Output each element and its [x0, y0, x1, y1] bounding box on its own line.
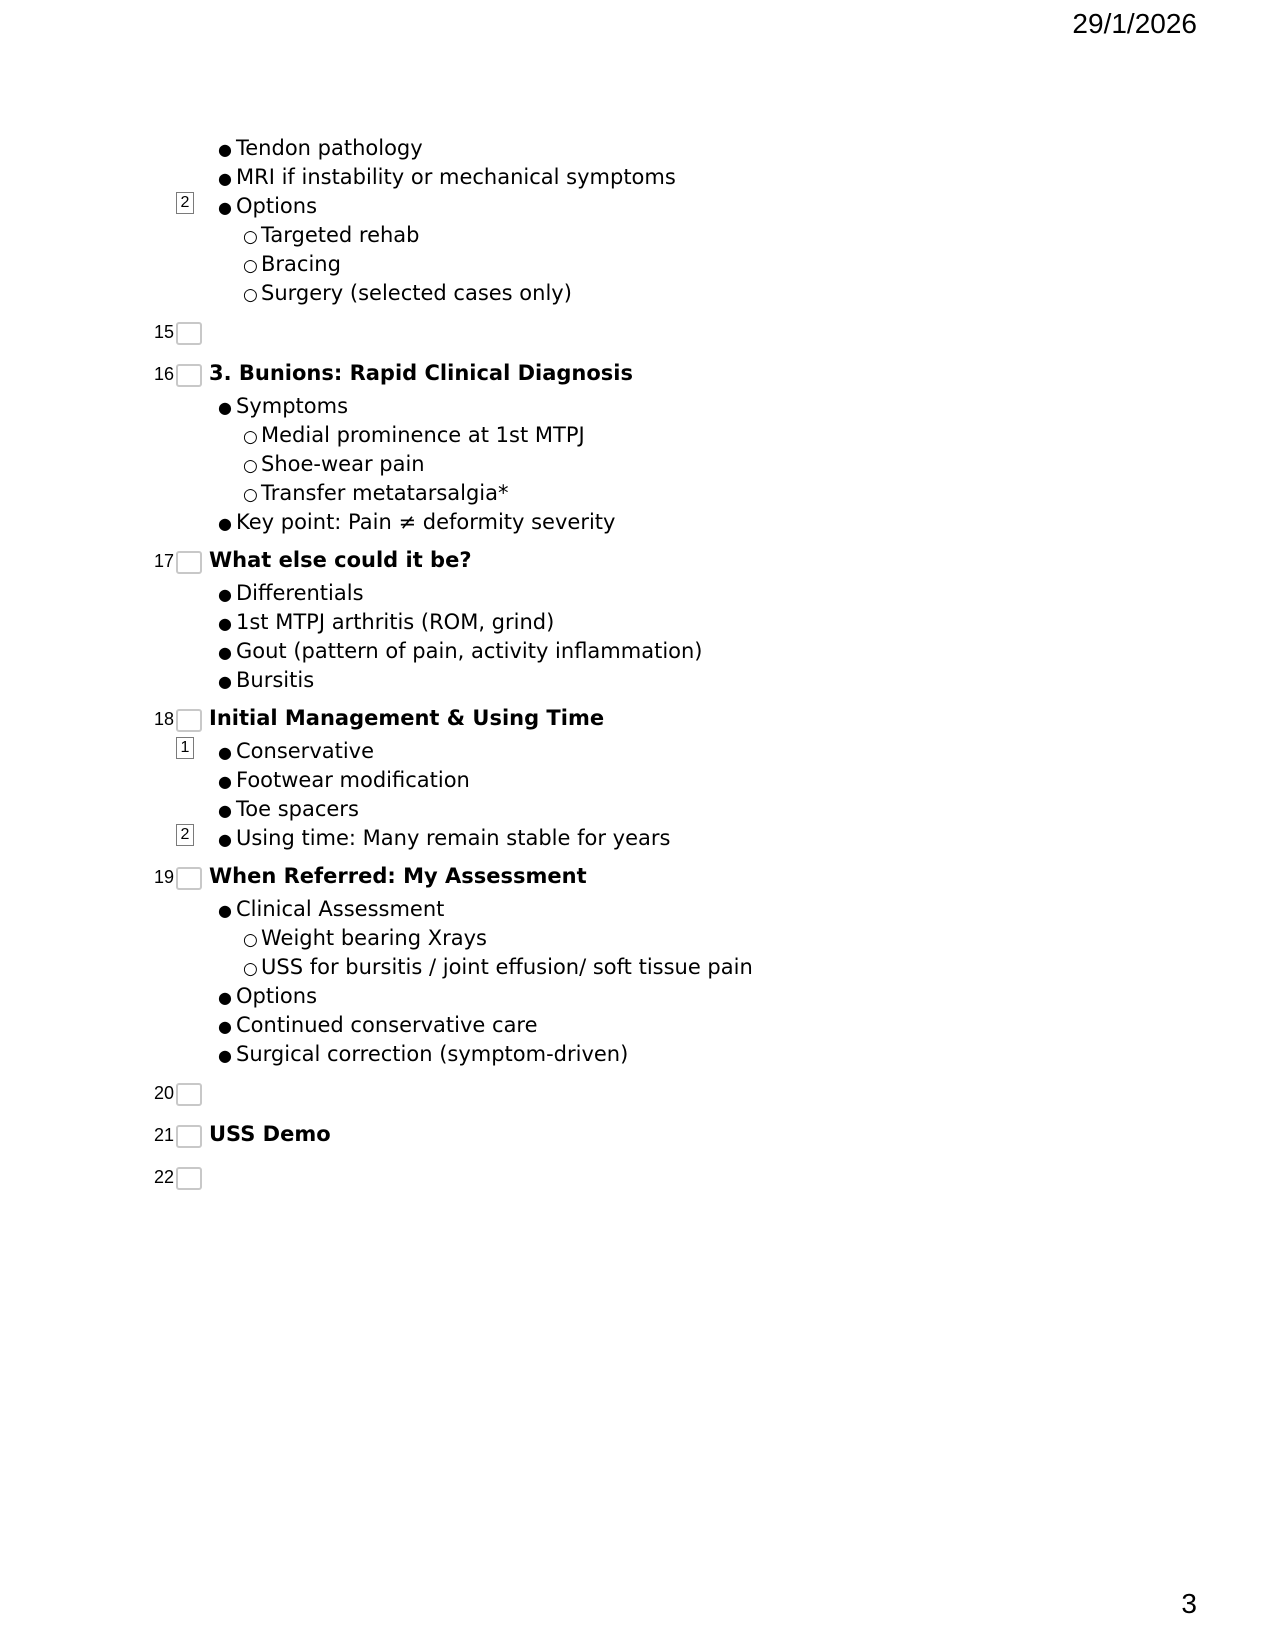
animation-order-badge: 2 [176, 824, 194, 846]
list-item: ● Clinical Assessment [218, 897, 445, 921]
list-item: ● Conservative [218, 739, 375, 763]
slide-number: 15 [153, 322, 174, 342]
list-item: ● Key point: Pain ≠ deformity severity [218, 510, 616, 534]
slide-thumbnail[interactable] [176, 1167, 202, 1190]
slide-thumbnail[interactable] [176, 322, 202, 345]
slide-title: What else could it be? [209, 548, 472, 572]
slide-number: 18 [153, 709, 174, 729]
sub-list-item: ○ Transfer metatarsalgia* [243, 481, 509, 505]
slide-number: 22 [153, 1167, 174, 1187]
slide-title: 3. Bunions: Rapid Clinical Diagnosis [209, 361, 633, 385]
slide-title: When Referred: My Assessment [209, 864, 587, 888]
sub-list-item: ○ Bracing [243, 252, 341, 276]
list-item: ● Surgical correction (symptom-driven) [218, 1042, 629, 1066]
list-item: ● Gout (pattern of pain, activity inflammation) [218, 639, 703, 663]
slide-number: 21 [153, 1125, 174, 1145]
sub-list-item: ○ Surgery (selected cases only) [243, 281, 572, 305]
print-date: 29/1/2026 [1072, 8, 1197, 39]
list-item: ● Toe spacers [218, 797, 359, 821]
slide-number: 20 [153, 1083, 174, 1103]
slide-number: 16 [153, 364, 174, 384]
list-item: ● Differentials [218, 581, 364, 605]
slide-thumbnail[interactable] [176, 551, 202, 574]
slide-number: 17 [153, 551, 174, 571]
page-number: 3 [1181, 1588, 1197, 1619]
list-item: ● Using time: Many remain stable for years [218, 826, 671, 850]
slide-thumbnail[interactable] [176, 867, 202, 890]
list-item: ● Symptoms [218, 394, 349, 418]
slide-thumbnail[interactable] [176, 1083, 202, 1106]
animation-order-badge: 1 [176, 737, 194, 759]
animation-order-badge: 2 [176, 192, 194, 214]
list-item: ● Footwear modification [218, 768, 470, 792]
sub-list-item: ○ Medial prominence at 1st MTPJ [243, 423, 585, 447]
list-item: ● Bursitis [218, 668, 315, 692]
slide-title: USS Demo [209, 1122, 331, 1146]
slide-thumbnail[interactable] [176, 709, 202, 732]
list-item: ● MRI if instability or mechanical symptoms [218, 165, 676, 189]
sub-list-item: ○ Shoe-wear pain [243, 452, 425, 476]
slide-thumbnail[interactable] [176, 364, 202, 387]
slide-title: Initial Management & Using Time [209, 706, 605, 730]
slide-thumbnail[interactable] [176, 1125, 202, 1148]
list-item: ● 1st MTPJ arthritis (ROM, grind) [218, 610, 555, 634]
list-item: ● Options [218, 194, 318, 218]
list-item: ● Continued conservative care [218, 1013, 538, 1037]
sub-list-item: ○ Targeted rehab [243, 223, 420, 247]
slide-number: 19 [153, 867, 174, 887]
sub-list-item: ○ Weight bearing Xrays [243, 926, 487, 950]
list-item: ● Tendon pathology [218, 136, 423, 160]
sub-list-item: ○ USS for bursitis / joint effusion/ soft tissue pain [243, 955, 753, 979]
list-item: ● Options [218, 984, 318, 1008]
